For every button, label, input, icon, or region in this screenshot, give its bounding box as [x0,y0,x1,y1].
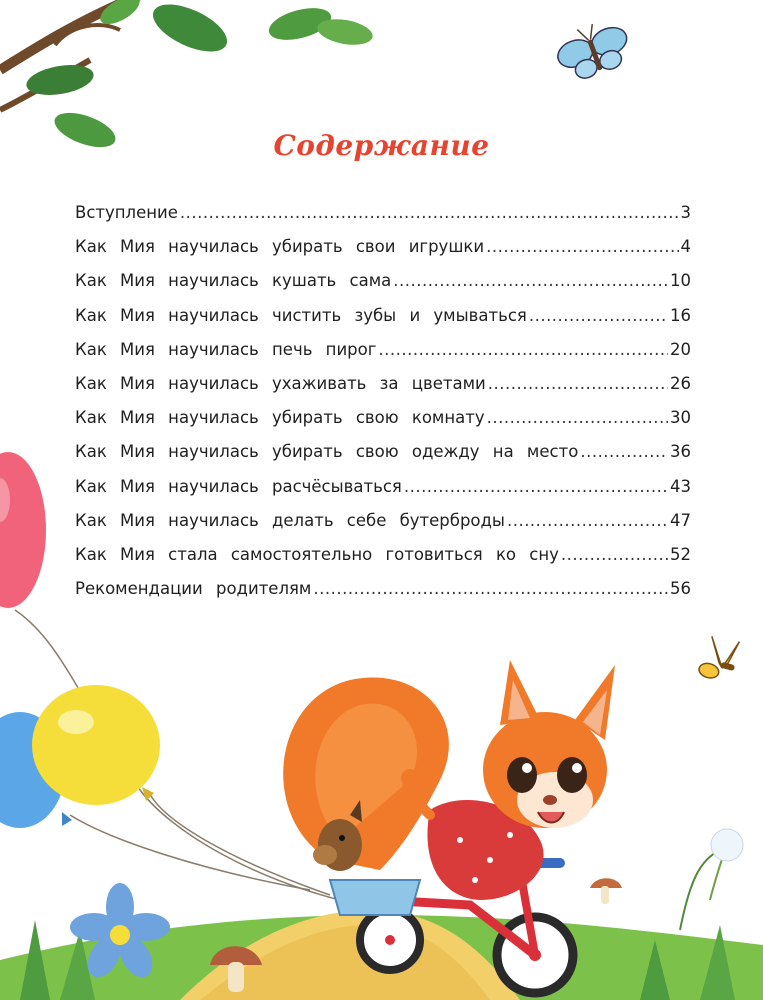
toc-leader [313,579,668,598]
page-title: Содержание [273,128,490,162]
toc-entry[interactable] [75,545,691,579]
toc-entry-title: Как Мия научилась убирать свою комнату [75,408,485,428]
toc-leader [486,237,678,256]
toc-entry-page: 36 [670,442,691,462]
toc-entry-title: Как Мия научилась делать себе бутерброды [75,510,505,530]
toc-leader [488,374,668,393]
toc-entry-page: 16 [670,305,691,325]
toc-entry[interactable] [75,340,691,374]
toc-leader [529,306,668,325]
blue-butterfly-icon [551,14,635,85]
toc-entry[interactable] [75,203,691,237]
toc-entry[interactable] [75,579,691,613]
toc-leader [507,511,668,530]
toc-leader [561,545,668,564]
yellow-butterfly-icon [697,633,741,683]
toc-entry[interactable] [75,442,691,476]
toc-leader [180,203,679,222]
toc-entry-page: 52 [670,544,691,564]
toc-leader [404,477,668,496]
toc-entry-title: Как Мия научилась кушать сама [75,271,392,291]
toc-entry-page: 20 [670,339,691,359]
dandelion-icon [710,829,743,900]
toc-entry[interactable] [75,271,691,305]
toc-entry-page: 26 [670,373,691,393]
toc-entry[interactable] [75,374,691,408]
toc-entry[interactable] [75,306,691,340]
toc-entry-title: Как Мия стала самостоятельно готовиться ко сну [75,544,559,564]
toc-leader [393,271,668,290]
toc-leader [487,408,668,427]
toc-entry-title: Как Мия научилась убирать свою одежду на место [75,442,579,462]
toc-leader [378,340,668,359]
toc-entry-title: Как Мия научилась расчёсываться [75,476,402,496]
toc-entry[interactable] [75,408,691,442]
toc-entry-page: 4 [680,237,691,257]
toc-entry-title: Как Мия научилась ухаживать за цветами [75,373,486,393]
toc-entry[interactable] [75,511,691,545]
toc-entry-title: Как Мия научилась печь пирог [75,339,377,359]
table-of-contents [75,203,691,613]
toc-entry-title: Рекомендации родителям [75,579,312,599]
toc-entry-title: Как Мия научилась убирать свои игрушки [75,237,485,257]
toc-entry-page: 3 [680,203,691,222]
toc-entry-page: 47 [670,510,691,530]
toc-entry[interactable] [75,237,691,271]
toc-entry-page: 10 [670,271,691,291]
toc-entry-page: 43 [670,476,691,496]
toc-entry-title: Вступление [75,203,178,222]
toc-entry-page: 56 [670,579,691,599]
toc-entry-page: 30 [670,408,691,428]
toc-entry[interactable] [75,477,691,511]
toc-leader [580,442,668,461]
toc-entry-title: Как Мия научилась чистить зубы и умываться [75,305,527,325]
